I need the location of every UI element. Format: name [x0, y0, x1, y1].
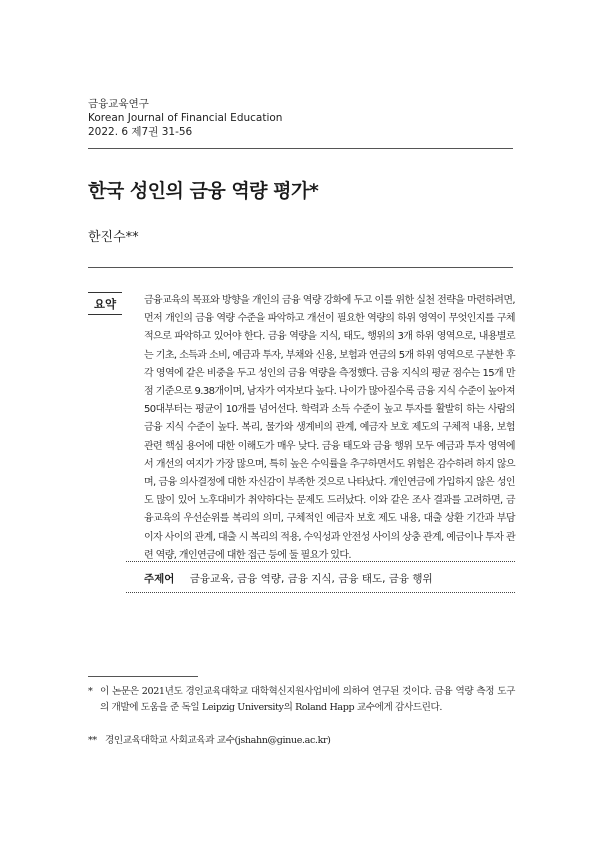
- footnote-text: 이 논문은 2021년도 경인교육대학교 대학혁신지원사업비에 의하여 연구된 것이다. 금융 역량 측정 도구의 개발에 도움을 준 독일 Leipzig University의 Roland Happ 교수에게 감사드린다.: [100, 686, 515, 713]
- footnote-affiliation: [88, 733, 515, 749]
- title-divider: [88, 267, 513, 268]
- journal-name-english: Korean Journal of Financial Education: [88, 112, 283, 124]
- keywords-label: 주제어: [144, 573, 175, 585]
- journal-issue: 2022. 6 제7권 31-56: [88, 126, 193, 138]
- keywords-list: 금융교육, 금융 역량, 금융 지식, 금융 태도, 금융 행위: [189, 573, 433, 585]
- keywords-top-divider: [126, 561, 515, 562]
- footnote-mark: *: [88, 686, 93, 697]
- footnote-divider: [88, 676, 198, 677]
- footnote-mark: **: [88, 735, 97, 746]
- keywords-bottom-divider: [126, 592, 515, 593]
- journal-name-korean: 금융교육연구: [88, 98, 149, 110]
- article-title: 한국 성인의 금융 역량 평가*: [88, 180, 319, 202]
- abstract-label: 요약: [88, 292, 122, 315]
- abstract-body: 금융교육의 목표와 방향을 개인의 금융 역량 강화에 두고 이를 위한 실천 전략을 마련하려면, 먼저 개인의 금융 역량 수준을 파악하고 개선이 필요한 역량의 하위 영역이 무엇인지를 구체적으로 파악하고 있어야 한다. 금융 역량을 지식, 태도, 행위의 3개 하위 영역으로, 내용별로는 기초, 소득과 소비, 예금과 투자, 부채와 신용, 보험과 연금의 5개 하위 영역으로 구분한 후 각 영역에 같은 비중을 두고 성인의 금융 역량을 측정했다. 금융 지식의 평균 점수는 15개 만점 기준으로 9.38개이며, 남자가 여자보다 높다. 나이가 많아질수록 금융 지식 수준이 높아져 50대부터는 평균이 10개를 넘어선다. 학력과 소득 수준이 높고 투자를 활발히 하는 사람의 금융 지식 수준이 높다. 복리, 물가와 생계비의 관계, 예금자 보호 제도의 구체적 내용, 보험 관련 핵심 용어에 대한 이해도가 매우 낮다. 금융 태도와 금융 행위 모두 예금과 투자 영역에서 개선의 여지가 가장 많으며, 특히 높은 수익률을 추구하면서도 위험은 감수하려 하지 않으며, 금융 의사결정에 대한 자신감이 부족한 것으로 나타났다. 개인연금에 가입하지 않은 성인도 많이 있어 노후대비가 취약하다는 문제도 드러났다. 이와 같은 조사 결과를 고려하면, 금융교육의 우선순위를 복리의 의미, 구체적인 예금자 보호 제도 내용, 대출 상환 기간과 부담 이자 사이의 관계, 대출 시 복리의 적용, 수익성과 안전성 사이의 상충 관계, 예금이나 투자 관련 역량, 개인연금에 대한 접근 등에 둘 필요가 있다.: [144, 295, 515, 561]
- footnote-acknowledgement: [88, 684, 515, 716]
- article-author: 한진수**: [88, 230, 139, 245]
- footnote-text: 경인교육대학교 사회교육과 교수(jshahn@ginue.ac.kr): [105, 735, 331, 746]
- keywords-row: [144, 571, 433, 586]
- journal-info: [88, 97, 282, 139]
- header-divider: [88, 148, 513, 149]
